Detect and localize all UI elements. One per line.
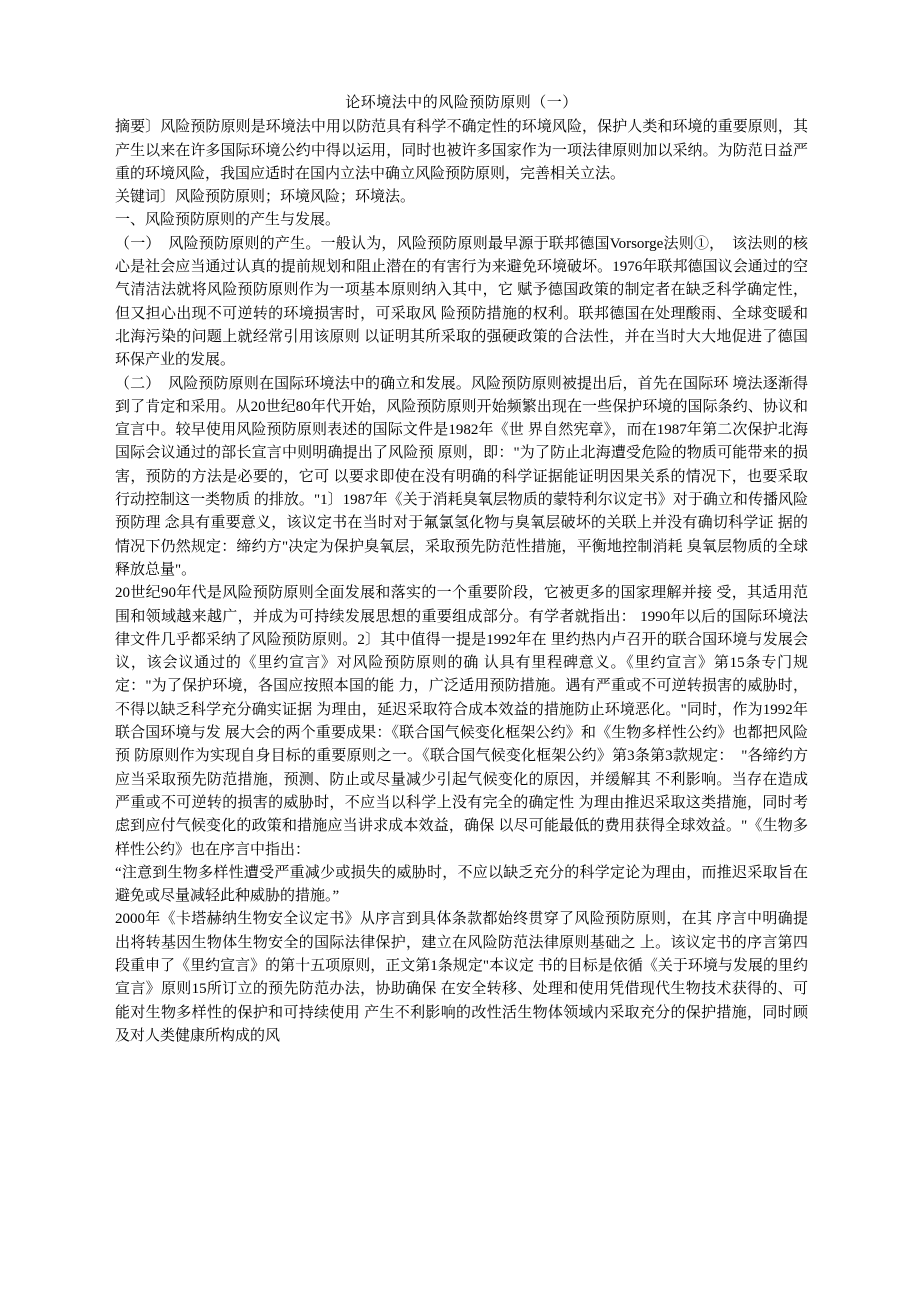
paragraph: 2000年《卡塔赫纳生物安全议定书》从序言到具体条款都始终贯穿了风险预防原则，在其 序言中明确提出将转基因生物体生物安全的国际法律保护，建立在风险防范法律原则基础之 上。该议定书的序言第四段重申了《里约宣言》的第十五项原则，正文第1条规定"本议定 书的目标是依循《关于环境与发展的里约宣言》原则15所订立的预先防范办法，协助确保 在安全转移、处理和使用凭借现代生物技术获得的、可能对生物多样性的保护和可持续使用 产生不利影响的改性活生物体领域内采取充分的保护措施，同时顾及对人类健康所构成的风	[115, 911, 808, 1044]
document-title: 论环境法中的风险预防原则（一）	[345, 95, 578, 111]
paragraph-keywords: 关键词〕风险预防原则；环境风险；环境法。	[115, 189, 416, 206]
section-heading: 一、风险预防原则的产生与发展。	[115, 212, 341, 229]
paragraph: （二） 风险预防原则在国际环境法中的确立和发展。风险预防原则被提出后，首先在国际环 境法逐渐得到了肯定和采用。从20世纪80年代开始，风险预防原则开始频繁出现在一些保护环境的国际条约、协议和宣言中。较早使用风险预防原则表述的国际文件是1982年《世 界自然宪章》，而在1987年第二次保护北海国际会议通过的部长宣言中则明确提出了风险预 原则，即："为了防止北海遭受危险的物质可能带来的损害，预防的方法是必要的，它可 以要求即使在没有明确的科学证据能证明因果关系的情况下，也要采取行动控制这一类物质 的排放。"1〕1987年《关于消耗臭氧层物质的蒙特利尔议定书》对于确立和传播风险预防理 念具有重要意义，该议定书在当时对于氟氯氢化物与臭氧层破坏的关联上并没有确切科学证 据的情况下仍然规定：缔约方"决定为保护臭氧层，采取预先防范性措施，平衡地控制消耗 臭氧层物质的全球释放总量"。	[115, 375, 808, 578]
paragraph: （一） 风险预防原则的产生。一般认为，风险预防原则最早源于联邦德国Vorsorge法则①， 该法则的核心是社会应当通过认真的提前规划和阻止潜在的有害行为来避免环境破坏。1976年联邦德国议会通过的空气清洁法就将风险预防原则作为一项基本原则纳入其中，它 赋予德国政策的制定者在缺乏科学确定性，但又担心出现不可逆转的环境损害时，可采取风 险预防措施的权利。联邦德国在处理酸雨、全球变暖和北海污染的问题上就经常引用该原则 以证明其所采取的强硬政策的合法性，并在当时大大地促进了德国环保产业的发展。	[115, 235, 808, 369]
paragraph-abstract: 摘要〕风险预防原则是环境法中用以防范具有科学不确定性的环境风险，保护人类和环境的重要原则，其产生以来在许多国际环境公约中得以运用，同时也被许多国家作为一项法律原则加以采纳。为防范日益严重的环境风险，我国应适时在国内立法中确立风险预防原则，完善相关立法。	[115, 119, 808, 182]
paragraph-quote: “注意到生物多样性遭受严重减少或损失的威胁时，不应以缺乏充分的科学定论为理由，而推迟采取旨在避免或尽量减轻此种威胁的措施。”	[115, 864, 808, 905]
paragraph: 20世纪90年代是风险预防原则全面发展和落实的一个重要阶段，它被更多的国家理解并接 受，其适用范围和领域越来越广，并成为可持续发展思想的重要组成部分。有学者就指出： 1990年以后的国际环境法律文件几乎都采纳了风险预防原则。2〕其中值得一提是1992年在 里约热内卢召开的联合国环境与发展会议，该会议通过的《里约宣言》对风险预防原则的确 认具有里程碑意义。《里约宣言》第15条专门规定："为了保护环境，各国应按照本国的能 力，广泛适用预防措施。遇有严重或不可逆转损害的威胁时，不得以缺乏科学充分确实证据 为理由，延迟采取符合成本效益的措施防止环境恶化。"同时，作为1992年联合国环境与发 展大会的两个重要成果：《联合国气候变化框架公约》和《生物多样性公约》也都把风险预 防原则作为实现自身目标的重要原则之一。《联合国气候变化框架公约》第3条第3款规定： "各缔约方应当采取预先防范措施，预测、防止或尽量减少引起气候变化的原因，并缓解其 不利影响。当存在造成严重或不可逆转的损害的威胁时，不应当以科学上没有完全的确定性 为理由推迟采取这类措施，同时考虑到应付气候变化的政策和措施应当讲求成本效益，确保 以尽可能最低的费用获得全球效益。"《生物多样性公约》也在序言中指出：	[115, 585, 808, 858]
